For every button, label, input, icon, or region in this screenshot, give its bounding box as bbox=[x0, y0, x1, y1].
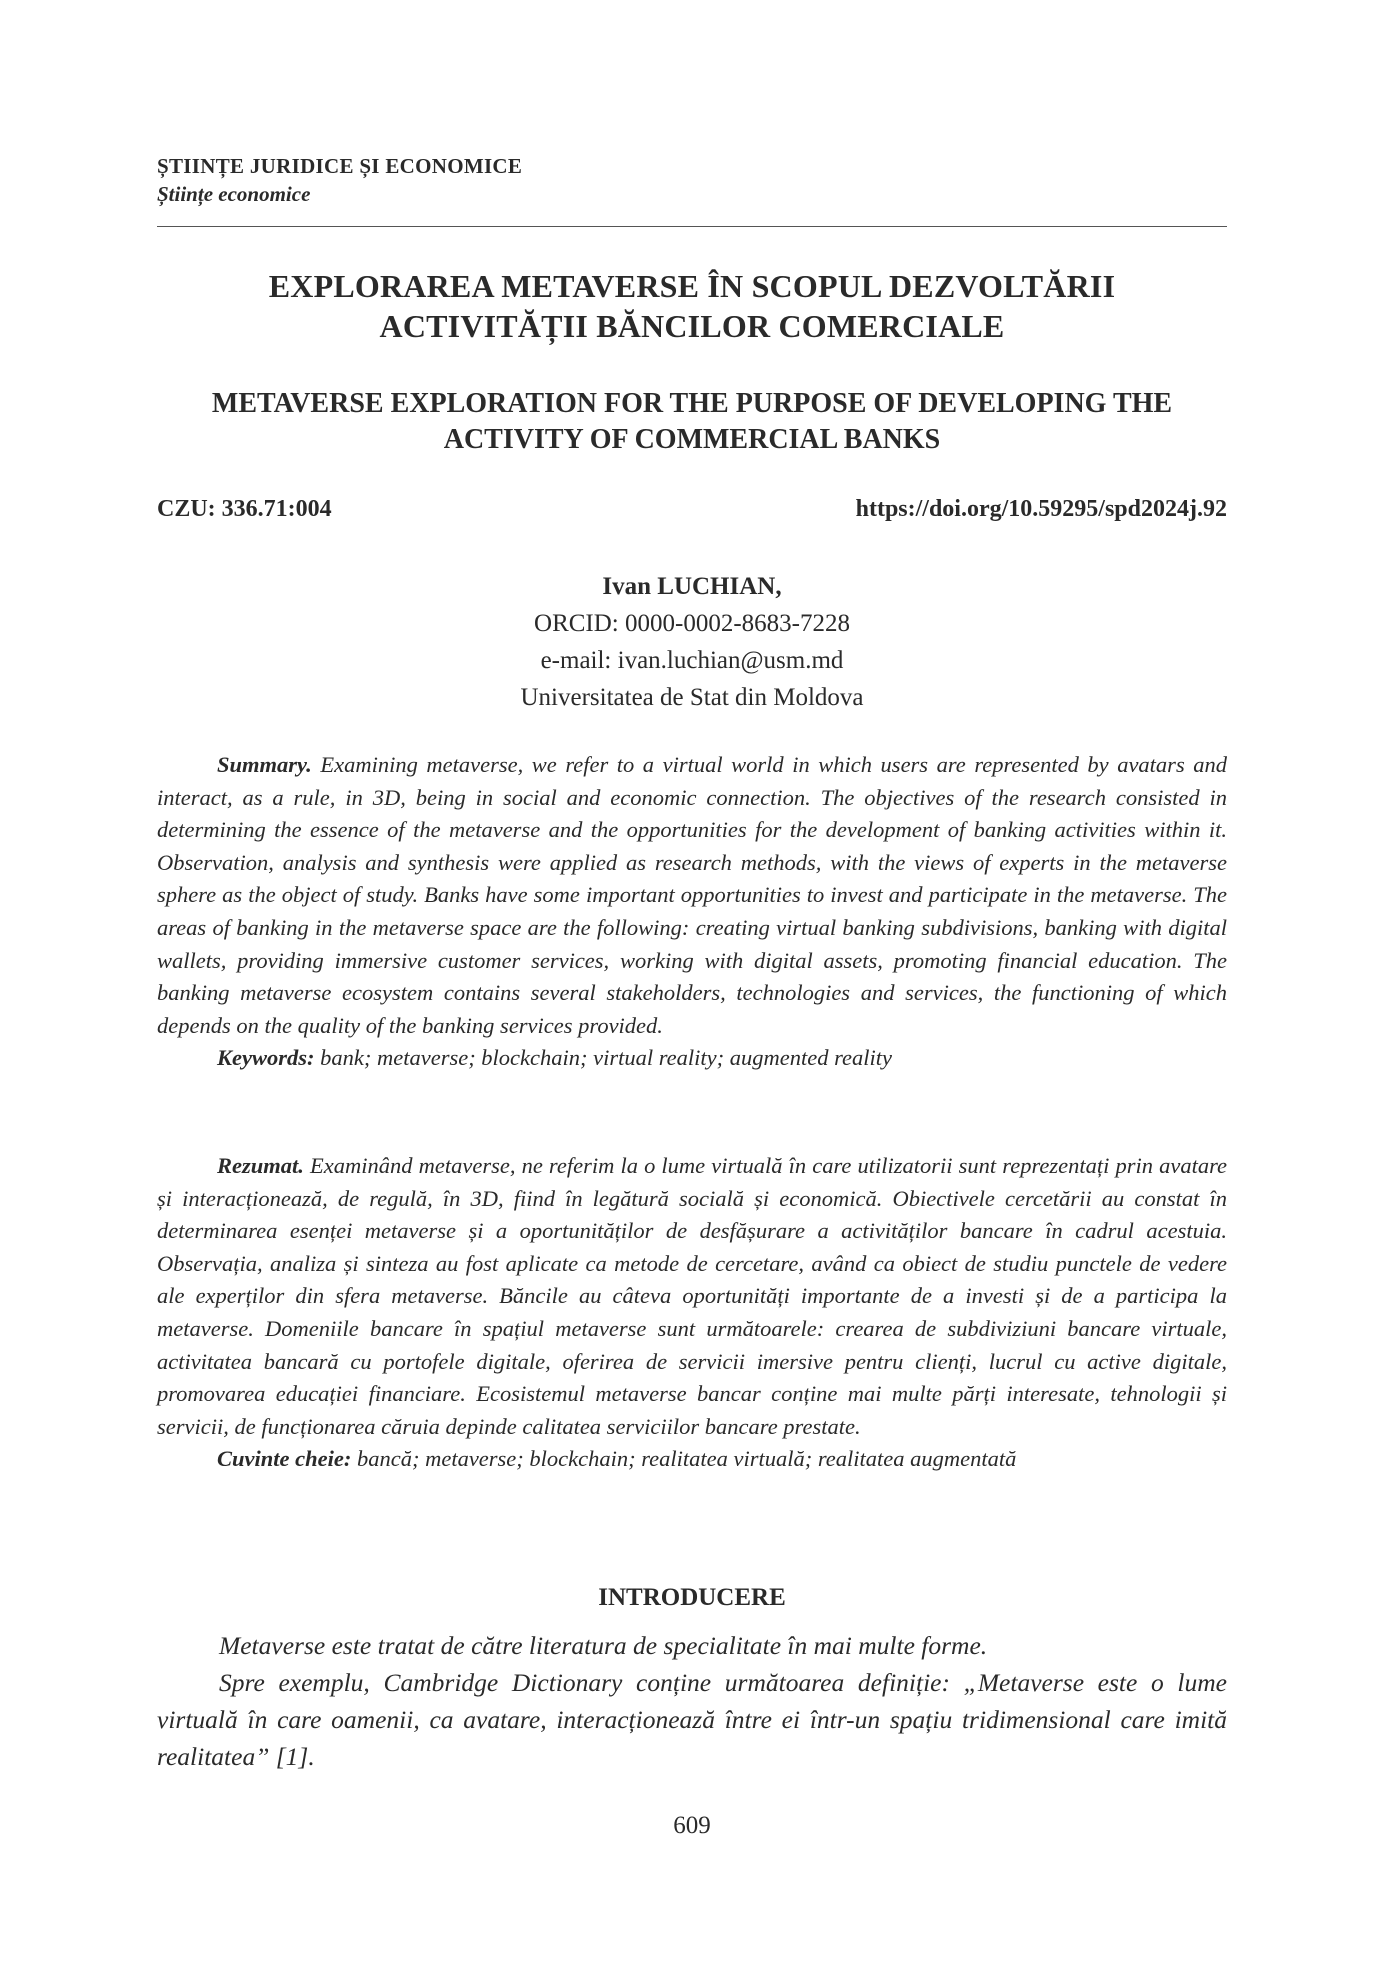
title-english-line2: ACTIVITY OF COMMERCIAL BANKS bbox=[443, 424, 941, 455]
summary-block bbox=[157, 749, 1227, 1075]
title-romanian-line1: EXPLORAREA METAVERSE ÎN SCOPUL DEZVOLTĂRII bbox=[268, 268, 1116, 304]
introduction-body bbox=[157, 1627, 1227, 1775]
title-romanian-line2: ACTIVITĂȚII BĂNCILOR COMERCIALE bbox=[379, 308, 1005, 344]
summary-text: Examining metaverse, we refer to a virtual world in which users are represented by avatars and interact, as a rule, in 3D, being in social and economic connection. The objectives of the research consisted in determining the essence of the metaverse and the opportunities for the development of banking activities within it. Observation, analysis and synthesis were applied as research methods, with the views of experts in the metaverse sphere as the object of study. Banks have some important opportunities to invest and participate in the metaverse. The areas of banking in the metaverse space are the following: creating virtual banking subdivisions, banking with digital wallets, providing immersive customer services, working with digital assets, promoting financial education. The banking metaverse ecosystem contains several stakeholders, technologies and services, the functioning of which depends on the quality of the banking services provided. bbox=[157, 752, 1227, 1038]
author-affiliation: Universitatea de Stat din Moldova bbox=[520, 684, 864, 711]
running-header bbox=[157, 152, 1227, 208]
cuvinte-cheie-text: bancă; metaverse; blockchain; realitatea virtuală; realitatea augmentată bbox=[351, 1446, 1017, 1472]
rezumat-label: Rezumat. bbox=[217, 1153, 304, 1178]
rezumat-paragraph bbox=[157, 1150, 1227, 1443]
title-english-line1: METAVERSE EXPLORATION FOR THE PURPOSE OF DEVELOPING THE bbox=[211, 388, 1173, 419]
title-romanian bbox=[157, 266, 1227, 346]
summary-label: Summary. bbox=[217, 752, 312, 777]
rezumat-block bbox=[157, 1150, 1227, 1476]
summary-paragraph bbox=[157, 749, 1227, 1042]
journal-subsection: Științe economice bbox=[157, 182, 311, 206]
author-email[interactable]: e-mail: ivan.luchian@usm.md bbox=[540, 647, 844, 674]
introduction-paragraph-2: Spre exemplu, Cambridge Dictionary conține următoarea definiție: „Metaverse este o lume virtuală în care oamenii, ca avatare, interacționează între ei într-un spațiu tridimensional care imită realitatea” [1]. bbox=[157, 1668, 1227, 1771]
author-orcid: ORCID: 0000-0002-8683-7228 bbox=[534, 610, 850, 637]
cuvinte-cheie-label: Cuvinte cheie: bbox=[217, 1446, 352, 1472]
rezumat-text: Examinând metaverse, ne referim la o lume virtuală în care utilizatorii sunt reprezentați prin avatare și interacționează, de regulă, în 3D, fiind în legătură socială și economică. Obiectivele cercetării au constat în determinarea esenței metaverse și a oportunităților de desfășurare a activităților bancare în cadrul acestuia. Observația, analiza și sinteza au fost aplicate ca metode de cercetare, având ca obiect de studiu punctele de vedere ale experților din sfera metaverse. Băncile au câteva oportunități importante de a investi și de a participa la metaverse. Domeniile bancare în spațiul metaverse sunt următoarele: crearea de subdiviziuni bancare virtuale, activitatea bancară cu portofele digitale, oferirea de servicii imersive pentru clienți, lucrul cu active digitale, promovarea educației financiare. Ecosistemul metaverse bancar conține mai multe părți interesate, tehnologii și servicii, de funcționarea căruia depinde calitatea serviciilor bancare prestate. bbox=[157, 1153, 1227, 1439]
journal-section: ȘTIINȚE JURIDICE ȘI ECONOMICE bbox=[157, 154, 523, 178]
czu-code: CZU: 336.71:004 bbox=[157, 496, 332, 522]
title-english bbox=[157, 386, 1227, 458]
page-number: 609 bbox=[673, 1812, 711, 1839]
keywords-text: bank; metaverse; blockchain; virtual reality; augmented reality bbox=[314, 1045, 893, 1071]
author-block bbox=[157, 568, 1227, 716]
rezumat-keywords bbox=[157, 1443, 1227, 1476]
header-divider bbox=[157, 226, 1227, 227]
introduction-paragraph-1: Metaverse este tratat de către literatura de specialitate în mai multe forme. bbox=[219, 1631, 988, 1660]
author-name: Ivan LUCHIAN, bbox=[602, 573, 782, 600]
doi-link[interactable]: https://doi.org/10.59295/spd2024j.92 bbox=[855, 496, 1227, 522]
summary-keywords bbox=[157, 1042, 1227, 1075]
introduction-heading: INTRODUCERE bbox=[598, 1584, 786, 1611]
identifiers-row bbox=[157, 496, 1227, 532]
keywords-label: Keywords: bbox=[217, 1045, 315, 1071]
